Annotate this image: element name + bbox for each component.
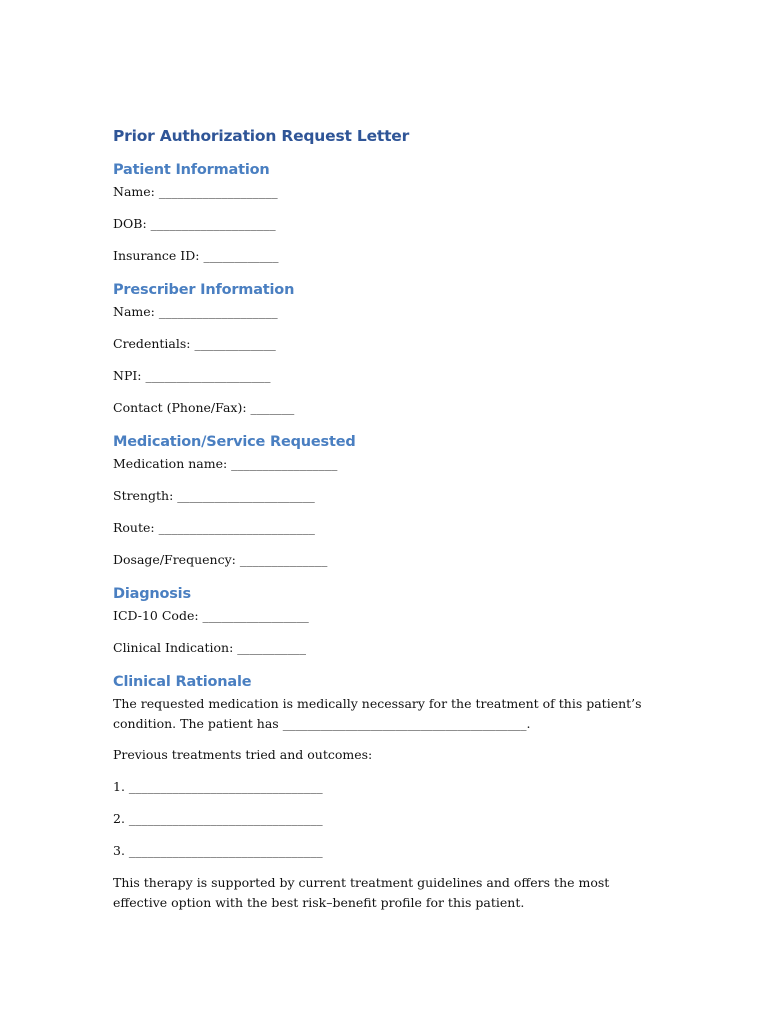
- medication-route-field: Route: _________________________: [113, 520, 315, 535]
- rationale-intro-paragraph: The requested medication is medically necessary for the treatment of this patient’s condition. The patient has _______________________________________.: [113, 696, 642, 731]
- section-heading-clinical-rationale: Clinical Rationale: [113, 674, 252, 690]
- medication-dosage-frequency-field: Dosage/Frequency: ______________: [113, 552, 328, 567]
- prescriber-name-field: Name: ___________________: [113, 304, 278, 319]
- prescriber-npi-field: NPI: ____________________: [113, 368, 271, 383]
- previous-treatment-item-3: 3. _______________________________: [113, 843, 323, 858]
- document-title: Prior Authorization Request Letter: [113, 127, 410, 145]
- patient-dob-field: DOB: ____________________: [113, 216, 276, 231]
- document-page: [113, 124, 653, 912]
- previous-treatment-item-1: 1. _______________________________: [113, 779, 323, 794]
- previous-treatment-item-2: 2. _______________________________: [113, 811, 323, 826]
- diagnosis-icd10-field: ICD-10 Code: _________________: [113, 608, 309, 623]
- prescriber-contact-field: Contact (Phone/Fax): _______: [113, 400, 295, 415]
- rationale-closing-paragraph: This therapy is supported by current treatment guidelines and offers the most effective option with the best risk–benefit profile for this patient.: [113, 875, 610, 910]
- section-heading-diagnosis: Diagnosis: [113, 586, 191, 602]
- medication-name-field: Medication name: _________________: [113, 456, 338, 471]
- patient-name-field: Name: ___________________: [113, 184, 278, 199]
- section-heading-medication-service-requested: Medication/Service Requested: [113, 434, 356, 450]
- patient-insurance-id-field: Insurance ID: ____________: [113, 248, 279, 263]
- prescriber-credentials-field: Credentials: _____________: [113, 336, 276, 351]
- medication-strength-field: Strength: ______________________: [113, 488, 315, 503]
- section-heading-prescriber-information: Prescriber Information: [113, 282, 295, 298]
- diagnosis-clinical-indication-field: Clinical Indication: ___________: [113, 640, 307, 655]
- section-heading-patient-information: Patient Information: [113, 162, 270, 178]
- previous-treatments-label: Previous treatments tried and outcomes:: [113, 747, 373, 762]
